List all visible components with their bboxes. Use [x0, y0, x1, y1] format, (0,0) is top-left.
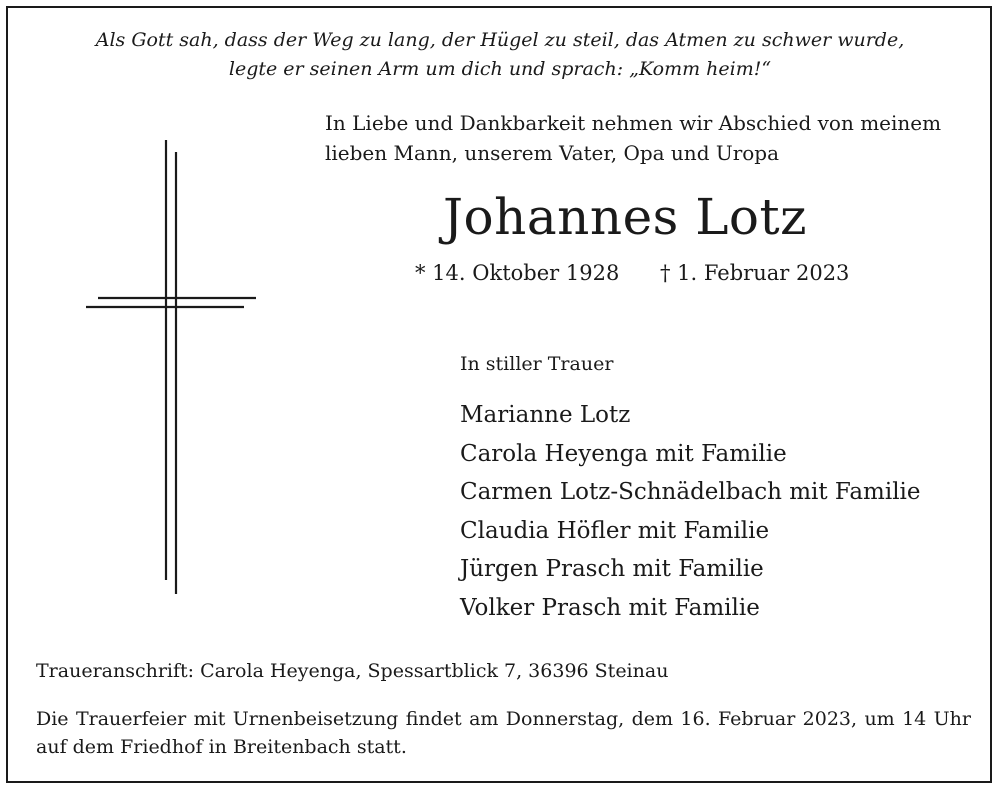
motto-quote: [0, 26, 1000, 84]
mourning-address: Traueranschrift: Carola Heyenga, Spessartblick 7, 36396 Steinau: [36, 660, 669, 682]
mourning-label: In stiller Trauer: [460, 353, 614, 375]
birth-date: * 14. Oktober 1928: [415, 261, 620, 285]
intro-text: [325, 108, 985, 168]
ceremony-notice: Die Trauerfeier mit Urnenbeisetzung findet am Donnerstag, dem 16. Februar 2023, um 14 Uhr auf dem Friedhof in Breitenbach statt.: [36, 708, 971, 758]
list-item: Claudia Höfler mit Familie: [460, 517, 770, 544]
intro-line-2: lieben Mann, unserem Vater, Opa und Uropa: [325, 141, 780, 165]
list-item: Jürgen Prasch mit Familie: [460, 556, 764, 582]
motto-line-2: legte er seinen Arm um dich und sprach: „Komm heim!“: [228, 58, 772, 80]
list-item: Volker Prasch mit Familie: [460, 594, 760, 621]
deceased-name: Johannes Lotz: [443, 188, 807, 246]
list-item: Carmen Lotz-Schnädelbach mit Familie: [460, 479, 921, 505]
death-date: † 1. Februar 2023: [660, 261, 850, 285]
mourners-list: [460, 396, 921, 627]
motto-line-1: Als Gott sah, dass der Weg zu lang, der Hügel zu steil, das Atmen zu schwer wurde,: [95, 29, 905, 51]
intro-line-1: In Liebe und Dankbarkeit nehmen wir Abschied von meinem: [325, 111, 942, 135]
list-item: Carola Heyenga mit Familie: [460, 440, 787, 467]
list-item: Marianne Lotz: [460, 402, 631, 428]
